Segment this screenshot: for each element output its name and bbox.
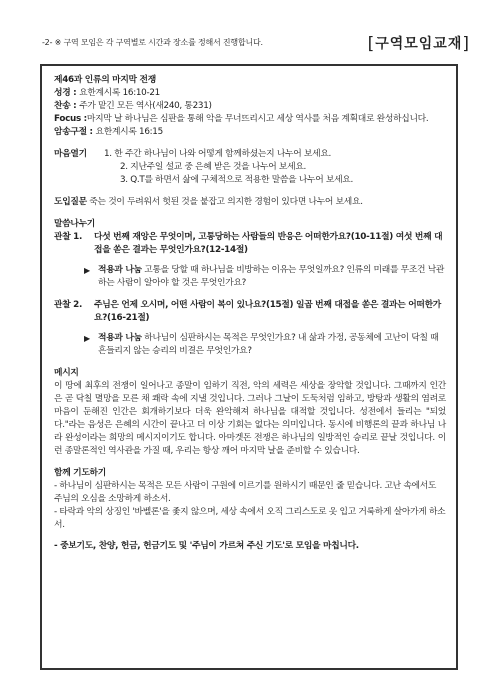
scripture-label: 성경 :	[54, 88, 80, 98]
scripture-line	[54, 87, 446, 100]
opening-section	[54, 148, 446, 161]
triangle-bullet-icon: ▶	[84, 334, 90, 343]
memory-line	[54, 126, 446, 139]
hymn-text: 주가 맡긴 모든 역사(새240, 통231)	[79, 101, 212, 111]
sharing-title: 말씀나누기	[54, 219, 95, 229]
opening-item-2: 2. 지난주일 설교 중 은혜 받은 것을 나누어 보세요.	[120, 162, 307, 172]
message-text: 이 땅에 최후의 전쟁이 일어나고 종말이 임하기 직전, 악의 세력은 세상을 장악할 것입니다. 그때까지 인간은 곧 닥칠 멸망을 모른 채 쾌락 속에 지낼 것입니다. 그러나 그날이 도둑처럼 임하고, 방탕과 생활의 염려로 마음이 둔해진 인간은 회개하기보다 더욱 완악해져 하나님을 대적할 것입니다. 성전에서 들리는 "되었다."라는 음성은 은혜의 시간이 끝나고 더 이상 기회는 없다는 의미입니다. 동시에 비행론의 끝과 하나님 나라 완성이라는 희망의 메시지이기도 합니다. 아마겟돈 전쟁은 하나님의 일방적인 승리로 끝날 것입니다. 이런 종말론적인 역사관을 가질 때, 우리는 항상 깨어 마지막 날을 준비할 수 있습니다.	[54, 381, 446, 456]
observation-2-text: 주님은 언제 오시며, 어떤 사람이 복이 있나요?(15절) 일곱 번째 대접을 쏟은 결과는 어떠한가요?(16-21절)	[94, 300, 442, 323]
observation-1	[54, 231, 446, 257]
badge-title: 구역모임교재	[375, 36, 463, 52]
closing-note: - 중보기도, 찬양, 헌금, 헌금기도 및 '주님이 가르쳐 주신 기도'로 모임을 마칩니다.	[54, 541, 359, 551]
focus-line	[54, 113, 446, 126]
opening-item-3: 3. Q.T를 하면서 삶에 구체적으로 적용한 말씀을 나누어 보세요.	[120, 175, 354, 185]
application-1	[54, 264, 446, 290]
intro-label: 도입질문	[54, 197, 87, 207]
application-2-body	[98, 332, 446, 358]
prayer-item-1: - 하나님이 심판하시는 목적은 모든 사람이 구원에 이르기를 원하시기 때문인 줄 믿습니다. 고난 속에서도 주님의 오심을 소망하게 하소서.	[54, 481, 437, 504]
prayer-item-2: - 타락과 악의 상징인 '바벨론'을 좇지 않으며, 세상 속에서 오직 그리스도로 옷 입고 거룩하게 살아가게 하소서.	[54, 507, 446, 530]
prayer-title: 함께 기도하기	[54, 468, 106, 478]
badge-bracket-open: [	[367, 34, 376, 54]
application-2-label: 적용과 나눔	[98, 333, 142, 343]
application-2-text: 하나님이 심판하시는 목적은 무엇인가요? 내 삶과 가정, 공동체에 고난이 닥칠 때 흔들리지 않는 승리의 비결은 무엇인가요?	[98, 333, 439, 356]
message-title: 메시지	[54, 368, 79, 378]
scripture-text: 요한계시록 16:10-21	[79, 88, 160, 98]
badge-bracket-close: ]	[462, 34, 470, 54]
focus-text: 마지막 날 하나님은 심판을 통해 악을 무너뜨리시고 세상 역사를 처음 계획대로 완성하십니다.	[86, 114, 429, 124]
memory-label: 암송구절 :	[54, 127, 96, 137]
header-note: -2- ※ 구역 모임은 각 구역별로 시간과 장소를 정해서 진행합니다.	[42, 38, 263, 47]
hymn-label: 찬송 :	[54, 101, 80, 111]
intro-question	[54, 196, 446, 209]
header-badge	[368, 33, 470, 53]
observation-2-label: 관찰 2.	[54, 300, 83, 310]
page-header	[40, 33, 470, 55]
lesson-title: 제46과 인류의 마지막 전쟁	[54, 75, 156, 85]
memory-text: 요한계시록 16:15	[95, 127, 163, 137]
observation-1-text: 다섯 번째 재앙은 무엇이며, 고통당하는 사람들의 반응은 어떠한가요?(10-11절) 여섯 번째 대접을 쏟은 결과는 무엇인가요?(12-14절)	[94, 232, 443, 255]
lesson-box	[40, 64, 458, 670]
application-2	[54, 332, 446, 358]
application-1-text: 고통을 당할 때 하나님을 비방하는 이유는 무엇일까요? 인류의 미래를 무조건 낙관하는 사람이 알아야 할 것은 무엇인가요?	[98, 265, 445, 288]
opening-item-1: 1. 한 주간 하나님이 나와 어떻게 함께하셨는지 나누어 보세요.	[104, 149, 332, 159]
hymn-line	[54, 100, 446, 113]
triangle-bullet-icon: ▶	[84, 266, 90, 275]
application-1-label: 적용과 나눔	[98, 265, 142, 275]
opening-label: 마음열기	[54, 149, 87, 159]
observation-1-label: 관찰 1.	[54, 232, 83, 242]
application-1-body	[98, 264, 446, 290]
focus-label: Focus :	[54, 114, 87, 124]
observation-2	[54, 299, 446, 325]
intro-text: 죽는 것이 두려워서 헛된 것을 붙잡고 의지한 경험이 있다면 나누어 보세요.	[89, 197, 363, 207]
